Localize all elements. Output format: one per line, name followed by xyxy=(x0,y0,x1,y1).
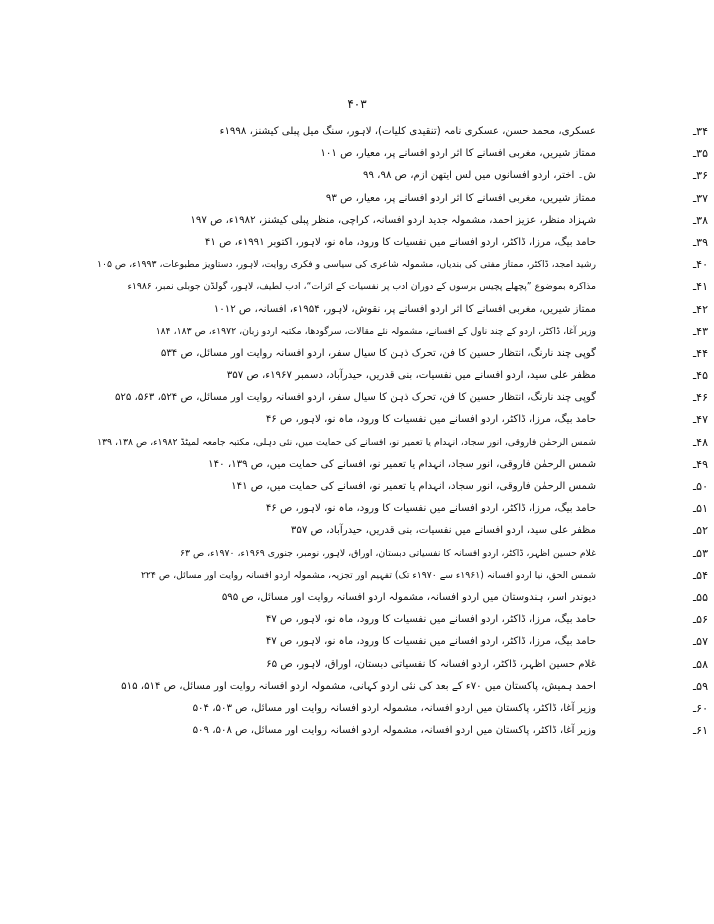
reference-text: ممتاز شیریں، مغربی افسانے کا اثر اردو افسانے پر، نقوش، لاہور، ۱۹۵۴ء، افسانہ، ص ۱۰۱۲ xyxy=(213,303,596,315)
reference-number: ۵۲ـ xyxy=(692,524,708,538)
reference-number: ۵۸ـ xyxy=(692,657,708,671)
reference-item xyxy=(90,344,708,366)
reference-item xyxy=(90,211,708,233)
reference-text: ممتاز شیریں، مغربی افسانے کا اثر اردو افسانے پر، معیار، ص ۹۳ xyxy=(325,192,596,204)
reference-list xyxy=(90,122,708,743)
reference-text: مظفر علی سید، اردو افسانے میں نفسیات، بنی قدریں، حیدرآباد، دسمبر ۱۹۶۷ء، ص ۳۵۷ xyxy=(226,370,596,382)
reference-number: ۴۸ـ xyxy=(692,435,708,449)
reference-text: حامد بیگ، مرزا، ڈاکٹر، اردو افسانے میں نفسیات کا ورود، ماہ نو، لاہور، ص ۴۶ xyxy=(265,414,596,426)
reference-item xyxy=(90,144,708,166)
reference-item xyxy=(90,166,708,188)
reference-text: وزیر آغا، ڈاکٹر، پاکستان میں اردو افسانہ، مشمولہ اردو افسانہ روایت اور مسائل، ص ۵۰۳، ۵۰۴ xyxy=(192,702,596,714)
reference-item xyxy=(90,521,708,543)
reference-number: ۳۸ـ xyxy=(692,213,708,227)
reference-item xyxy=(90,189,708,211)
reference-item xyxy=(90,699,708,721)
reference-item xyxy=(90,122,708,144)
reference-number: ۳۵ـ xyxy=(692,147,708,161)
reference-text: شمس الحق، نیا اردو افسانہ (۱۹۶۱ء سے ۱۹۷۰ء تک) تفہیم اور تجزیہ، مشمولہ اردو افسانہ روایت اور مسائل، ص ۲۲۴ xyxy=(140,569,596,581)
reference-text: حامد بیگ، مرزا، ڈاکٹر، اردو افسانے میں نفسیات کا ورود، ماہ نو، لاہور، ص ۴۷ xyxy=(265,636,596,648)
reference-number: ۶۰ـ xyxy=(692,701,708,715)
reference-number: ۴۳ـ xyxy=(692,324,708,338)
reference-item xyxy=(90,388,708,410)
reference-text: ش۔ اختر، اردو افسانوں میں لس ایتھن ازم، ص ۹۸، ۹۹ xyxy=(362,170,596,182)
reference-number: ۵۶ـ xyxy=(692,613,708,627)
reference-text: مذاکرہ بموضوع ”پچھلے پچیس برسوں کے دوران ادب پر نفسیات کے اثرات“، ادب لطیف، لاہور، گولڈن جوبلی نمبر، ۱۹۸۶ء xyxy=(127,281,596,293)
reference-number: ۵۹ـ xyxy=(692,679,708,693)
reference-number: ۴۶ـ xyxy=(692,391,708,405)
reference-number: ۶۱ـ xyxy=(692,724,708,738)
reference-item xyxy=(90,233,708,255)
reference-item xyxy=(90,632,708,654)
reference-text: گوپی چند نارنگ، انتظار حسین کا فن، تحرک ذہن کا سیال سفر، اردو افسانہ روایت اور مسائل، ص ۵۲۴، ۵۶۳، ۵۲۵ xyxy=(114,392,596,404)
reference-item xyxy=(90,499,708,521)
reference-number: ۵۵ـ xyxy=(692,590,708,604)
reference-number: ۳۷ـ xyxy=(692,191,708,205)
reference-text: ممتاز شیریں، مغربی افسانے کا اثر اردو افسانے پر، معیار، ص ۱۰۱ xyxy=(320,148,596,160)
reference-text: وزیر آغا، ڈاکٹر، اردو کے چند ناول کے افسانے، مشمولہ نئے مقالات، سرگودھا، مکتبہ اردو زبان، ۱۹۷۲ء، ص ۱۸۳، ۱۸۴ xyxy=(155,325,596,337)
reference-item xyxy=(90,655,708,677)
reference-number: ۴۴ـ xyxy=(692,346,708,360)
reference-text: شمس الرحمٰن فاروقی، انور سجاد، انہدام یا تعمیر نو، افسانے کی حمایت میں، ص ۱۴۱ xyxy=(231,481,596,492)
reference-item xyxy=(90,300,708,322)
reference-item xyxy=(90,477,708,499)
reference-number: ۴۵ـ xyxy=(692,369,708,383)
reference-number: ۵۳ـ xyxy=(692,546,708,560)
reference-number: ۳۴ـ xyxy=(692,125,708,138)
reference-number: ۴۷ـ xyxy=(692,413,708,427)
reference-text: شہزاد منظر، عزیز احمد، مشمولہ جدید اردو افسانہ، کراچی، منظر پبلی کیشنز، ۱۹۸۲ء، ص ۱۹۷ xyxy=(190,214,596,226)
reference-number: ۴۹ـ xyxy=(692,457,708,471)
reference-item xyxy=(90,588,708,610)
reference-item xyxy=(90,677,708,699)
reference-number: ۴۰ـ xyxy=(692,258,708,272)
reference-text: گوپی چند نارنگ، انتظار حسین کا فن، تحرک ذہن کا سیال سفر، اردو افسانہ روایت اور مسائل، ص ۵۳۴ xyxy=(160,347,596,359)
reference-item xyxy=(90,455,708,477)
reference-text: عسکری، محمد حسن، عسکری نامہ (تنقیدی کلیات)، لاہور، سنگ میل پبلی کیشنز، ۱۹۹۸ء xyxy=(219,126,596,137)
reference-item xyxy=(90,322,708,344)
reference-text: شمس الرحمٰن فاروقی، انور سجاد، انہدام یا تعمیر نو، افسانے کی حمایت میں، نئی دہلی، مکتبہ جامعہ لمیٹڈ ۱۹۸۲ء، ص ۱۳۸، ۱۳۹ xyxy=(97,436,596,448)
reference-text: حامد بیگ، مرزا، ڈاکٹر، اردو افسانے میں نفسیات کا ورود، ماہ نو، لاہور، ص ۴۶ xyxy=(265,503,596,515)
reference-text: دیوندر اسر، ہندوستان میں اردو افسانہ، مشمولہ اردو افسانہ روایت اور مسائل، ص ۵۹۵ xyxy=(221,591,596,603)
reference-text: مظفر علی سید، اردو افسانے میں نفسیات، بنی قدریں، حیدرآباد، ص ۳۵۷ xyxy=(290,525,596,537)
reference-text: احمد ہمیش، پاکستان میں ۷۰ء کے بعد کی نئی اردو کہانی، مشمولہ اردو افسانہ روایت اور مسائل، ص ۵۱۴، ۵۱۵ xyxy=(121,680,596,692)
reference-number: ۵۰ـ xyxy=(692,480,708,493)
reference-item xyxy=(90,410,708,432)
reference-item xyxy=(90,566,708,588)
reference-number: ۵۴ـ xyxy=(692,568,708,582)
reference-item xyxy=(90,544,708,566)
reference-item xyxy=(90,366,708,388)
reference-text: حامد بیگ، مرزا، ڈاکٹر، اردو افسانے میں نفسیات کا ورود، ماہ نو، لاہور، اکتوبر ۱۹۹۱ء، ص ۴۱ xyxy=(204,236,596,248)
page-number: ۴۰۳ xyxy=(347,97,367,111)
reference-number: ۴۱ـ xyxy=(692,280,708,294)
reference-text: وزیر آغا، ڈاکٹر، پاکستان میں اردو افسانہ، مشمولہ اردو افسانہ روایت اور مسائل، ص ۵۰۸، ۵۰۹ xyxy=(192,725,596,737)
reference-item xyxy=(90,255,708,277)
reference-number: ۵۱ـ xyxy=(692,502,708,516)
reference-item xyxy=(90,721,708,743)
reference-text: حامد بیگ، مرزا، ڈاکٹر، اردو افسانے میں نفسیات کا ورود، ماہ نو، لاہور، ص ۴۷ xyxy=(265,614,596,626)
reference-text: غلام حسین اظہر، ڈاکٹر، اردو افسانہ کا نفسیاتی دبستان، اوراق، لاہور، ص ۶۵ xyxy=(266,658,596,670)
reference-number: ۳۶ـ xyxy=(692,169,708,183)
reference-item xyxy=(90,610,708,632)
reference-number: ۳۹ـ xyxy=(692,235,708,249)
reference-number: ۴۲ـ xyxy=(692,302,708,316)
reference-text: رشید امجد، ڈاکٹر، ممتاز مفتی کی بندیاں، مشمولہ شاعری کی سیاسی و فکری روایت، لاہور، دستاویز مطبوعات، ۱۹۹۳ء، ص ۱۰۵ xyxy=(96,259,596,271)
reference-item xyxy=(90,277,708,299)
reference-item xyxy=(90,433,708,455)
reference-number: ۵۷ـ xyxy=(692,635,708,649)
reference-text: شمس الرحمٰن فاروقی، انور سجاد، انہدام یا تعمیر نو، افسانے کی حمایت میں، ص ۱۳۹، ۱۴۰ xyxy=(208,458,596,470)
reference-text: غلام حسین اظہر، ڈاکٹر، اردو افسانہ کا نفسیاتی دبستان، اوراق، لاہور، نومبر، جنوری ۱۹۶۹ء، ۱۹۷۰ء، ص ۶۳ xyxy=(179,547,596,559)
